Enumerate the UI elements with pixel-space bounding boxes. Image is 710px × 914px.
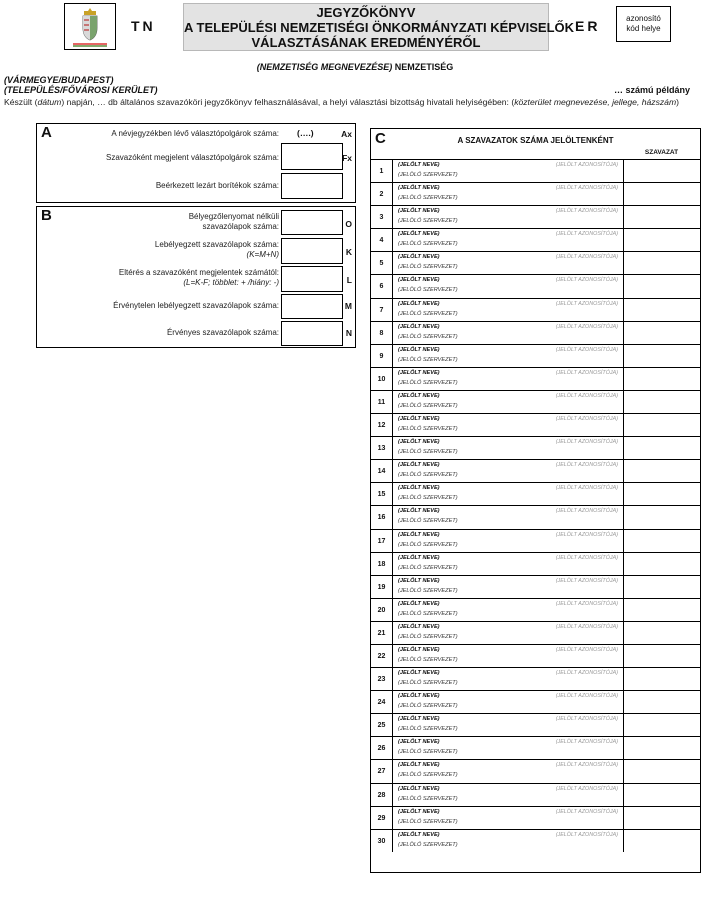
nominating-org-placeholder: (JELÖLŐ SZERVEZET)	[398, 841, 458, 848]
candidate-row-number: 6	[371, 275, 393, 297]
code-m: M	[344, 301, 352, 311]
candidate-table	[371, 159, 700, 852]
nominating-org-placeholder: (JELÖLŐ SZERVEZET)	[398, 610, 458, 617]
vote-count-field[interactable]	[623, 830, 700, 852]
invalid-ballots-label: Érvénytelen lebélyegzett szavazólapok száma:	[113, 301, 279, 310]
nominating-org-placeholder: (JELÖLŐ SZERVEZET)	[398, 287, 458, 294]
candidate-name-placeholder: (JELÖLT NEVE)	[398, 462, 440, 469]
nominating-org-placeholder: (JELÖLŐ SZERVEZET)	[398, 172, 458, 178]
candidate-id-placeholder: (JELÖLT AZONOSÍTÓJA)	[555, 508, 618, 515]
nominating-org-placeholder: (JELÖLŐ SZERVEZET)	[398, 541, 458, 548]
county-field	[4, 75, 114, 85]
candidate-name-placeholder: (JELÖLT NEVE)	[398, 831, 440, 838]
candidate-name-placeholder: (JELÖLT NEVE)	[398, 670, 440, 677]
nominating-org-placeholder: (JELÖLŐ SZERVEZET)	[398, 726, 458, 733]
identifier-code-box	[616, 6, 671, 42]
candidate-row-number: 9	[371, 345, 393, 367]
code-o: O	[345, 219, 352, 229]
nominating-org-placeholder: (JELÖLŐ SZERVEZET)	[398, 680, 458, 687]
candidate-id-placeholder: (JELÖLT AZONOSÍTÓJA)	[555, 739, 618, 746]
nominating-org-placeholder: (JELÖLŐ SZERVEZET)	[398, 218, 458, 225]
stamped-ballots-label	[155, 240, 279, 260]
vote-count-field[interactable]	[623, 322, 700, 344]
vote-count-field[interactable]	[623, 160, 700, 182]
candidate-row-number: 28	[371, 784, 393, 806]
candidate-name-placeholder: (JELÖLT NEVE)	[398, 531, 440, 538]
candidate-row-number: 16	[371, 506, 393, 528]
candidate-row-number: 1	[371, 160, 393, 182]
nominating-org-placeholder: (JELÖLŐ SZERVEZET)	[398, 426, 458, 433]
registered-voters-value: (….)	[297, 128, 314, 138]
envelopes-label: Beérkezett lezárt borítékok száma:	[155, 181, 279, 190]
candidate-name-placeholder: (JELÖLT NEVE)	[398, 231, 440, 238]
candidate-name-placeholder: (JELÖLT NEVE)	[398, 162, 440, 168]
code-l: L	[346, 275, 352, 285]
candidate-id-placeholder: (JELÖLT AZONOSÍTÓJA)	[555, 485, 618, 492]
id-box-line-1: azonosító	[626, 14, 661, 23]
candidate-row	[371, 621, 700, 644]
nominating-org-placeholder: (JELÖLŐ SZERVEZET)	[398, 772, 458, 779]
candidate-id-placeholder: (JELÖLT AZONOSÍTÓJA)	[555, 600, 618, 607]
candidate-row-number: 13	[371, 437, 393, 459]
vote-count-field[interactable]	[623, 737, 700, 759]
nominating-org-placeholder: (JELÖLŐ SZERVEZET)	[398, 449, 458, 456]
document-title	[183, 3, 575, 51]
nominating-org-placeholder: (JELÖLŐ SZERVEZET)	[398, 264, 458, 271]
vote-column-header: SZAVAZAT	[644, 149, 679, 156]
nominating-org-placeholder: (JELÖLŐ SZERVEZET)	[398, 402, 458, 409]
candidate-id-placeholder: (JELÖLT AZONOSÍTÓJA)	[555, 369, 618, 376]
candidate-name-placeholder: (JELÖLT NEVE)	[398, 739, 440, 746]
nominating-org-placeholder: (JELÖLŐ SZERVEZET)	[398, 333, 458, 340]
candidate-name-placeholder: (JELÖLT NEVE)	[398, 208, 440, 215]
vote-count-field[interactable]	[623, 299, 700, 321]
intro-address: közterület megnevezése, jellege, házszám	[514, 97, 677, 107]
candidate-row	[371, 690, 700, 713]
candidate-row	[371, 321, 700, 344]
candidate-row	[371, 736, 700, 759]
candidate-row	[371, 829, 700, 852]
candidate-row	[371, 667, 700, 690]
form-code-right: ER	[575, 18, 601, 34]
section-c-title: A SZAVAZATOK SZÁMA JELÖLTENKÉNT	[457, 136, 614, 145]
id-box-line-2: kód helye	[626, 24, 661, 33]
valid-ballots-label: Érvényes szavazólapok száma:	[166, 328, 279, 337]
appeared-voters-label: Szavazóként megjelent választópolgárok száma:	[106, 153, 279, 162]
candidate-id-placeholder: (JELÖLT AZONOSÍTÓJA)	[555, 439, 618, 446]
vote-count-field[interactable]	[623, 576, 700, 598]
candidate-row	[371, 713, 700, 736]
candidate-row	[371, 205, 700, 228]
candidate-row	[371, 228, 700, 251]
nominating-org-placeholder: (JELÖLŐ SZERVEZET)	[398, 703, 458, 710]
candidate-row-number: 15	[371, 483, 393, 505]
candidate-id-placeholder: (JELÖLT AZONOSÍTÓJA)	[555, 831, 618, 838]
candidate-name-placeholder: (JELÖLT NEVE)	[398, 439, 440, 446]
nominating-org-placeholder: (JELÖLŐ SZERVEZET)	[398, 656, 458, 663]
candidate-row-number: 23	[371, 668, 393, 690]
candidate-row-number: 18	[371, 553, 393, 575]
section-c-candidate-votes	[370, 128, 701, 873]
nominating-org-placeholder: (JELÖLŐ SZERVEZET)	[398, 564, 458, 571]
vote-count-field[interactable]	[623, 622, 700, 644]
candidate-row-number: 3	[371, 206, 393, 228]
candidate-row-number: 25	[371, 714, 393, 736]
section-c-letter: C	[375, 130, 386, 147]
county-label: (VÁRMEGYE/BUDAPEST)	[4, 75, 114, 85]
candidate-row	[371, 552, 700, 575]
code-n: N	[345, 328, 352, 338]
unstamped-ballots-label-line-2: szavazólapok száma:	[202, 222, 279, 231]
candidate-id-placeholder: (JELÖLT AZONOSÍTÓJA)	[555, 577, 618, 584]
candidate-row	[371, 159, 700, 182]
code-fx: Fx	[342, 153, 352, 163]
candidate-row-number: 2	[371, 183, 393, 205]
candidate-id-placeholder: (JELÖLT AZONOSÍTÓJA)	[555, 231, 618, 238]
title-line-2: A TELEPÜLÉSI NEMZETISÉGI ÖNKORMÁNYZATI KÉPVISELŐK	[184, 20, 575, 35]
candidate-id-placeholder: (JELÖLT AZONOSÍTÓJA)	[555, 531, 618, 538]
title-line-1: JEGYZŐKÖNYV	[316, 5, 416, 20]
vote-count-field[interactable]	[623, 345, 700, 367]
candidate-id-placeholder: (JELÖLT AZONOSÍTÓJA)	[555, 762, 618, 769]
candidate-id-placeholder: (JELÖLT AZONOSÍTÓJA)	[555, 300, 618, 307]
vote-count-field[interactable]	[623, 391, 700, 413]
candidate-name-placeholder: (JELÖLT NEVE)	[398, 323, 440, 330]
candidate-id-placeholder: (JELÖLT AZONOSÍTÓJA)	[555, 416, 618, 423]
candidate-name-placeholder: (JELÖLT NEVE)	[398, 300, 440, 307]
nominating-org-placeholder: (JELÖLŐ SZERVEZET)	[398, 356, 458, 363]
vote-count-field[interactable]	[623, 760, 700, 782]
nationality-suffix: NEMZETISÉG	[392, 62, 454, 72]
vote-count-field[interactable]	[623, 530, 700, 552]
vote-count-field[interactable]	[623, 784, 700, 806]
candidate-row	[371, 344, 700, 367]
candidate-row-number: 27	[371, 760, 393, 782]
vote-count-field[interactable]	[623, 252, 700, 274]
candidate-row-number: 19	[371, 576, 393, 598]
section-b-letter: B	[41, 207, 52, 224]
vote-count-field[interactable]	[623, 183, 700, 205]
candidate-id-placeholder: (JELÖLT AZONOSÍTÓJA)	[555, 785, 618, 792]
candidate-name-placeholder: (JELÖLT NEVE)	[398, 185, 440, 192]
candidate-name-placeholder: (JELÖLT NEVE)	[398, 600, 440, 607]
candidate-row	[371, 274, 700, 297]
nominating-org-placeholder: (JELÖLŐ SZERVEZET)	[398, 241, 458, 248]
nominating-org-placeholder: (JELÖLŐ SZERVEZET)	[398, 818, 458, 825]
intro-part-2: ) napján, … db általános szavazóköri jegyzőkönyv felhasználásával, a helyi választási bizottság hivatali helyiségében: (	[61, 97, 515, 107]
candidate-id-placeholder: (JELÖLT AZONOSÍTÓJA)	[555, 185, 618, 192]
candidate-row-number: 4	[371, 229, 393, 251]
candidate-name-placeholder: (JELÖLT NEVE)	[398, 623, 440, 630]
candidate-name-placeholder: (JELÖLT NEVE)	[398, 785, 440, 792]
candidate-id-placeholder: (JELÖLT AZONOSÍTÓJA)	[555, 623, 618, 630]
vote-count-field[interactable]	[623, 645, 700, 667]
candidate-row	[371, 367, 700, 390]
candidate-name-placeholder: (JELÖLT NEVE)	[398, 277, 440, 284]
vote-count-field[interactable]	[623, 229, 700, 251]
nominating-org-placeholder: (JELÖLŐ SZERVEZET)	[398, 795, 458, 802]
difference-label-line-1: Eltérés a szavazóként megjelentek számától:	[118, 268, 279, 277]
candidate-row-number: 11	[371, 391, 393, 413]
section-a-letter: A	[41, 124, 52, 141]
difference-label-formula: (L=K-F; többlet: + /hiány: -)	[183, 278, 279, 287]
candidate-id-placeholder: (JELÖLT AZONOSÍTÓJA)	[555, 808, 618, 815]
candidate-row	[371, 806, 700, 829]
vote-count-field[interactable]	[623, 714, 700, 736]
coat-of-arms-logo	[64, 3, 116, 50]
candidate-row-number: 29	[371, 807, 393, 829]
candidate-id-placeholder: (JELÖLT AZONOSÍTÓJA)	[555, 162, 618, 168]
nationality-name: (NEMZETISÉG MEGNEVEZÉSE)	[256, 62, 393, 72]
vote-count-field[interactable]	[623, 553, 700, 575]
code-ax: Ax	[341, 129, 352, 139]
stamped-ballots-field[interactable]	[281, 238, 343, 264]
hungarian-coat-of-arms-icon	[65, 4, 115, 49]
candidate-row-number: 26	[371, 737, 393, 759]
registered-voters-label: A névjegyzékben lévő választópolgárok száma:	[111, 129, 279, 138]
candidate-id-placeholder: (JELÖLT AZONOSÍTÓJA)	[555, 693, 618, 700]
candidate-name-placeholder: (JELÖLT NEVE)	[398, 693, 440, 700]
candidate-row	[371, 759, 700, 782]
candidate-row-number: 7	[371, 299, 393, 321]
section-a	[36, 123, 356, 203]
candidate-row-number: 21	[371, 622, 393, 644]
intro-part-1: Készült (	[4, 97, 38, 107]
candidate-row-number: 14	[371, 460, 393, 482]
code-k: K	[345, 247, 352, 257]
vote-count-field[interactable]	[623, 807, 700, 829]
unstamped-ballots-label-line-1: Bélyegzőlenyomat nélküli	[188, 212, 279, 221]
vote-count-field[interactable]	[623, 275, 700, 297]
candidate-row-number: 12	[371, 414, 393, 436]
vote-count-field[interactable]	[623, 506, 700, 528]
candidate-id-placeholder: (JELÖLT AZONOSÍTÓJA)	[555, 208, 618, 215]
candidate-id-placeholder: (JELÖLT AZONOSÍTÓJA)	[555, 716, 618, 723]
candidate-row	[371, 182, 700, 205]
vote-count-field[interactable]	[623, 668, 700, 690]
invalid-ballots-field[interactable]	[281, 294, 343, 319]
nominating-org-placeholder: (JELÖLŐ SZERVEZET)	[398, 472, 458, 479]
copy-number-label: … számú példány	[613, 85, 690, 95]
candidate-row	[371, 298, 700, 321]
candidate-id-placeholder: (JELÖLT AZONOSÍTÓJA)	[555, 670, 618, 677]
nominating-org-placeholder: (JELÖLŐ SZERVEZET)	[398, 633, 458, 640]
nationality-line	[0, 62, 710, 72]
difference-label	[119, 268, 279, 288]
candidate-row-number: 8	[371, 322, 393, 344]
vote-count-field[interactable]	[623, 483, 700, 505]
candidate-name-placeholder: (JELÖLT NEVE)	[398, 392, 440, 399]
appeared-voters-field[interactable]	[281, 143, 343, 170]
candidate-id-placeholder: (JELÖLT AZONOSÍTÓJA)	[555, 323, 618, 330]
candidate-row	[371, 413, 700, 436]
candidate-row	[371, 598, 700, 621]
envelopes-field[interactable]	[281, 173, 343, 199]
candidate-name-placeholder: (JELÖLT NEVE)	[398, 369, 440, 376]
candidate-row	[371, 251, 700, 274]
vote-count-field[interactable]	[623, 206, 700, 228]
candidate-name-placeholder: (JELÖLT NEVE)	[398, 346, 440, 353]
vote-count-field[interactable]	[623, 414, 700, 436]
candidate-row-number: 17	[371, 530, 393, 552]
candidate-id-placeholder: (JELÖLT AZONOSÍTÓJA)	[555, 254, 618, 261]
candidate-id-placeholder: (JELÖLT AZONOSÍTÓJA)	[555, 346, 618, 353]
form-code-left: TN	[131, 18, 156, 34]
candidate-row-number: 10	[371, 368, 393, 390]
candidate-id-placeholder: (JELÖLT AZONOSÍTÓJA)	[555, 554, 618, 561]
difference-field[interactable]	[281, 266, 343, 292]
section-b	[36, 206, 356, 348]
candidate-row	[371, 390, 700, 413]
candidate-name-placeholder: (JELÖLT NEVE)	[398, 716, 440, 723]
candidate-id-placeholder: (JELÖLT AZONOSÍTÓJA)	[555, 462, 618, 469]
candidate-row	[371, 505, 700, 528]
candidate-row	[371, 529, 700, 552]
nominating-org-placeholder: (JELÖLŐ SZERVEZET)	[398, 495, 458, 502]
candidate-row	[371, 783, 700, 806]
nominating-org-placeholder: (JELÖLŐ SZERVEZET)	[398, 749, 458, 756]
vote-count-field[interactable]	[623, 691, 700, 713]
candidate-name-placeholder: (JELÖLT NEVE)	[398, 485, 440, 492]
candidate-name-placeholder: (JELÖLT NEVE)	[398, 762, 440, 769]
candidate-name-placeholder: (JELÖLT NEVE)	[398, 508, 440, 515]
vote-count-field[interactable]	[623, 460, 700, 482]
candidate-row-number: 22	[371, 645, 393, 667]
settlement-field	[4, 85, 158, 95]
nominating-org-placeholder: (JELÖLŐ SZERVEZET)	[398, 518, 458, 525]
vote-count-field[interactable]	[623, 599, 700, 621]
intro-text	[4, 97, 706, 108]
candidate-row-number: 24	[371, 691, 393, 713]
intro-date: dátum	[37, 97, 62, 107]
candidate-row	[371, 575, 700, 598]
intro-part-3: )	[676, 97, 679, 107]
candidate-row	[371, 459, 700, 482]
candidate-name-placeholder: (JELÖLT NEVE)	[398, 554, 440, 561]
candidate-row-number: 5	[371, 252, 393, 274]
candidate-name-placeholder: (JELÖLT NEVE)	[398, 254, 440, 261]
nominating-org-placeholder: (JELÖLŐ SZERVEZET)	[398, 195, 458, 202]
vote-count-field[interactable]	[623, 368, 700, 390]
nominating-org-placeholder: (JELÖLŐ SZERVEZET)	[398, 310, 458, 317]
nominating-org-placeholder: (JELÖLŐ SZERVEZET)	[398, 587, 458, 594]
vote-count-field[interactable]	[623, 437, 700, 459]
stamped-ballots-label-line-1: Lebélyegzett szavazólapok száma:	[154, 240, 279, 249]
unstamped-ballots-field[interactable]	[281, 210, 343, 235]
candidate-name-placeholder: (JELÖLT NEVE)	[398, 646, 440, 653]
candidate-id-placeholder: (JELÖLT AZONOSÍTÓJA)	[555, 392, 618, 399]
candidate-row	[371, 644, 700, 667]
candidate-name-placeholder: (JELÖLT NEVE)	[398, 808, 440, 815]
candidate-name-placeholder: (JELÖLT NEVE)	[398, 577, 440, 584]
candidate-name-placeholder: (JELÖLT NEVE)	[398, 416, 440, 423]
nominating-org-placeholder: (JELÖLŐ SZERVEZET)	[398, 379, 458, 386]
candidate-row	[371, 482, 700, 505]
valid-ballots-field[interactable]	[281, 321, 343, 346]
candidate-row-number: 30	[371, 830, 393, 852]
candidate-id-placeholder: (JELÖLT AZONOSÍTÓJA)	[555, 277, 618, 284]
candidate-id-placeholder: (JELÖLT AZONOSÍTÓJA)	[555, 646, 618, 653]
candidate-row-number: 20	[371, 599, 393, 621]
settlement-label: (TELEPÜLÉS/FŐVÁROSI KERÜLET)	[4, 85, 158, 95]
unstamped-ballots-label	[189, 212, 279, 232]
title-line-3: VÁLASZTÁSÁNAK EREDMÉNYÉRŐL	[251, 35, 481, 50]
stamped-ballots-label-formula: (K=M+N)	[246, 250, 279, 259]
candidate-row	[371, 436, 700, 459]
